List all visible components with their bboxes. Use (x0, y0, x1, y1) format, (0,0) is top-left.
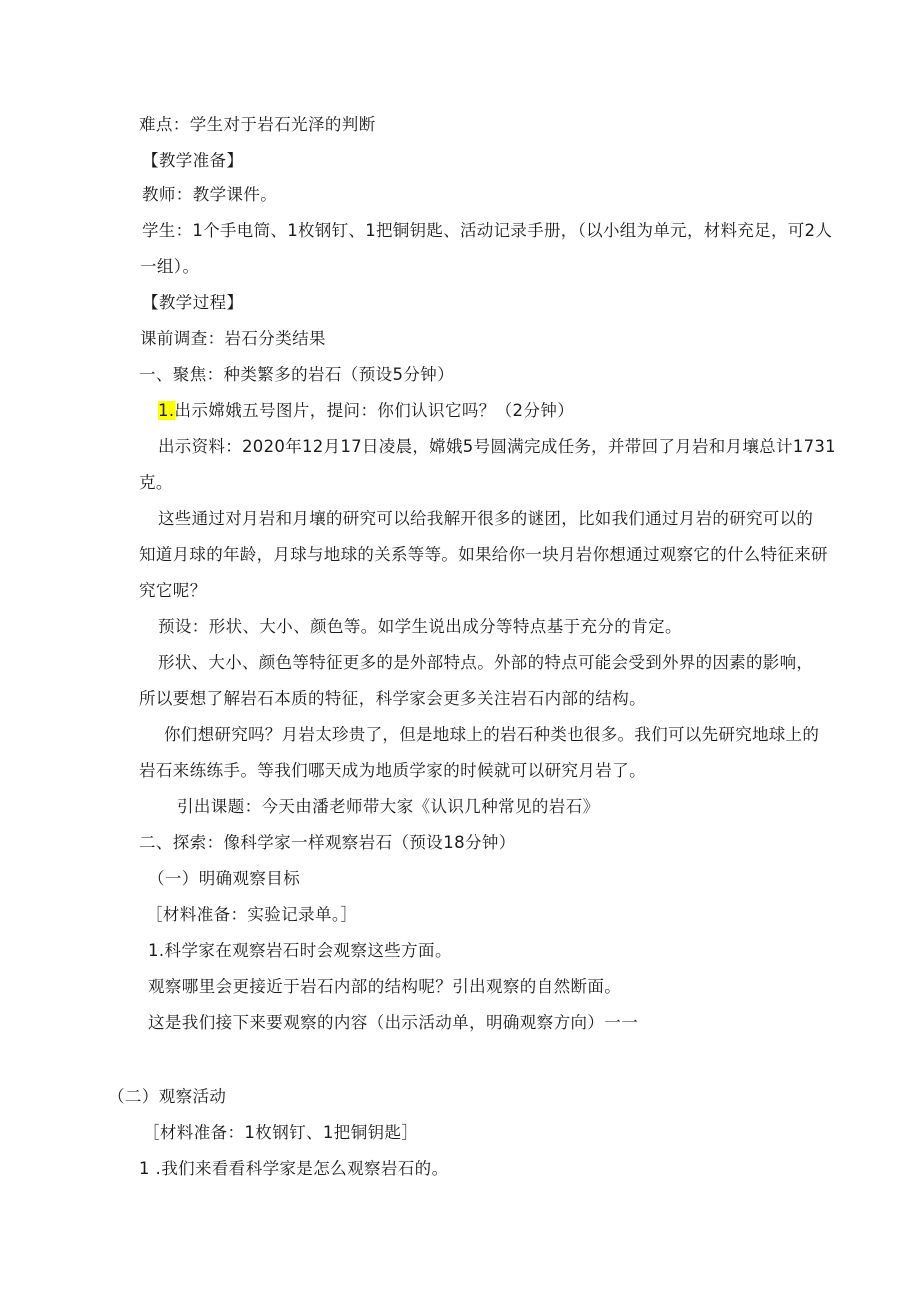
source-material-line-cont: 克。 (139, 473, 173, 492)
section-heading-process: 【教学过程】 (142, 293, 244, 312)
step-1-line (158, 400, 574, 422)
paragraph-3-line-1: 你们想研究吗？月岩太珍贵了，但是地球上的岩石种类也很多。我们可以先研究地球上的 (164, 725, 820, 744)
part-two-heading: 二、探索：像科学家一样观察岩石（预设18分钟） (139, 833, 516, 852)
section-heading-preparation: 【教学准备】 (142, 151, 244, 170)
difficulty-line: 难点：学生对于岩石光泽的判断 (139, 115, 376, 134)
part-one-heading: 一、聚焦：种类繁多的岩石（预设5分钟） (139, 365, 455, 384)
subsection-1-content: 这是我们接下来要观察的内容（出示活动单，明确观察方向）一一 (148, 1013, 639, 1032)
paragraph-3-line-2: 岩石来练练手。等我们哪天成为地质学家的时候就可以研究月岩了。 (139, 761, 646, 780)
pre-survey-line: 课前调查：岩石分类结果 (140, 329, 326, 348)
subsection-1-step-1: 1.科学家在观察岩石时会观察这些方面。 (148, 941, 452, 960)
student-materials-line-cont: 一组）。 (140, 257, 200, 276)
subsection-1-question: 观察哪里会更接近于岩石内部的结构呢？引出观察的自然断面。 (148, 977, 622, 996)
student-materials-line: 学生：1个手电筒、1枚钢钉、1把铜钥匙、活动记录手册，（以小组为单元，材料充足，可2人 (142, 221, 833, 240)
step-number-highlight: 1. (158, 401, 175, 420)
paragraph-1-line-1: 这些通过对月岩和月壤的研究可以给我解开很多的谜团，比如我们通过月岩的研究可以的 (158, 509, 814, 528)
paragraph-1-line-2: 知道月球的年龄，月球与地球的关系等等。如果给你一块月岩你想通过观察它的什么特征来研 (139, 545, 828, 564)
step-1-text: 出示嫦娥五号图片，提问：你们认识它吗？（2分钟） (174, 401, 575, 420)
paragraph-2-line-1: 形状、大小、颜色等特征更多的是外部特点。外部的特点可能会受到外界的因素的影响， (158, 653, 814, 672)
paragraph-1-line-3: 究它呢？ (139, 581, 207, 600)
lesson-topic-line: 引出课题：今天由潘老师带大家《认识几种常见的岩石》 (177, 797, 600, 816)
subsection-1-materials: ［材料准备：实验记录单。］ (146, 905, 358, 924)
teacher-materials-line: 教师：教学课件。 (142, 185, 278, 204)
subsection-2-materials: ［材料准备：1枚钢钉、1把铜钥匙］ (143, 1123, 419, 1142)
subsection-2-heading: （二）观察活动 (108, 1087, 227, 1106)
preset-answers-line: 预设：形状、大小、颜色等。如学生说出成分等特点基于充分的肯定。 (158, 617, 682, 636)
subsection-2-step-1: 1 .我们来看看科学家是怎么观察岩石的。 (139, 1159, 449, 1178)
subsection-1-heading: （一）明确观察目标 (148, 869, 301, 888)
source-material-line: 出示资料：2020年12月17日凌晨，嫦娥5号圆满完成任务，并带回了月岩和月壤总计1731 (158, 437, 836, 456)
paragraph-2-line-2: 所以要想了解岩石本质的特征，科学家会更多关注岩石内部的结构。 (139, 689, 646, 708)
